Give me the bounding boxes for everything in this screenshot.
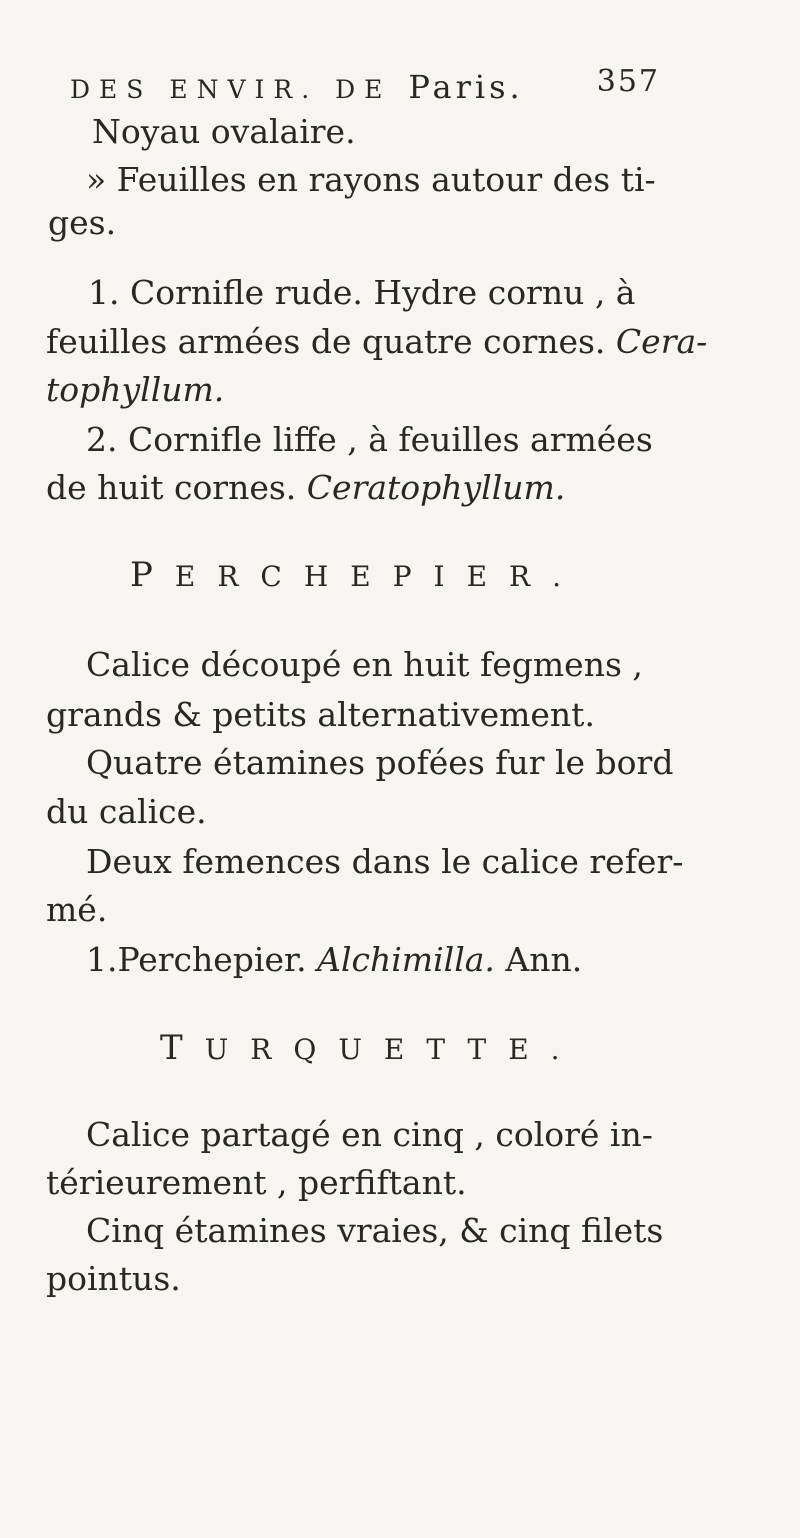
text-line: Noyau ovalaire. — [92, 112, 356, 151]
text-line: Quatre étamines pofées fur le bord — [86, 743, 674, 782]
text-line: » Feuilles en rayons autour des ti- — [86, 160, 656, 199]
text-line: Calice partagé en cinq , coloré in- — [86, 1115, 653, 1154]
running-header — [70, 64, 660, 106]
text-line: tophyllum. — [46, 370, 225, 409]
text-line: pointus. — [46, 1259, 181, 1298]
text-line: 1.Perchepier. Alchimilla. Ann. — [86, 940, 583, 979]
text-line: Deux femences dans le calice refer- — [86, 842, 684, 881]
text-line: 2. Cornifle liffe , à feuilles armées — [86, 420, 653, 459]
header-text: DES ENVIR. DE — [70, 75, 409, 104]
text-line: mé. — [46, 890, 108, 929]
text-line: de huit cornes. Ceratophyllum. — [46, 468, 566, 507]
text-line: 1. Cornifle rude. Hydre cornu , à — [88, 273, 636, 312]
text-line: Calice découpé en huit fegmens , — [86, 645, 643, 684]
header-paris: Paris. — [408, 68, 524, 106]
text-line: térieurement , perfiftant. — [46, 1163, 467, 1202]
page-number: 357 — [596, 64, 660, 99]
section-heading: PERCHEPIER. — [130, 555, 584, 595]
text-line: feuilles armées de quatre cornes. Cera- — [46, 322, 708, 361]
text-line: Cinq étamines vraies, & cinq filets — [86, 1211, 664, 1250]
text-line: ges. — [48, 203, 117, 242]
text-line: grands & petits alternativement. — [46, 695, 595, 734]
text-line: du calice. — [46, 792, 207, 831]
section-heading: TURQUETTE. — [160, 1028, 582, 1068]
